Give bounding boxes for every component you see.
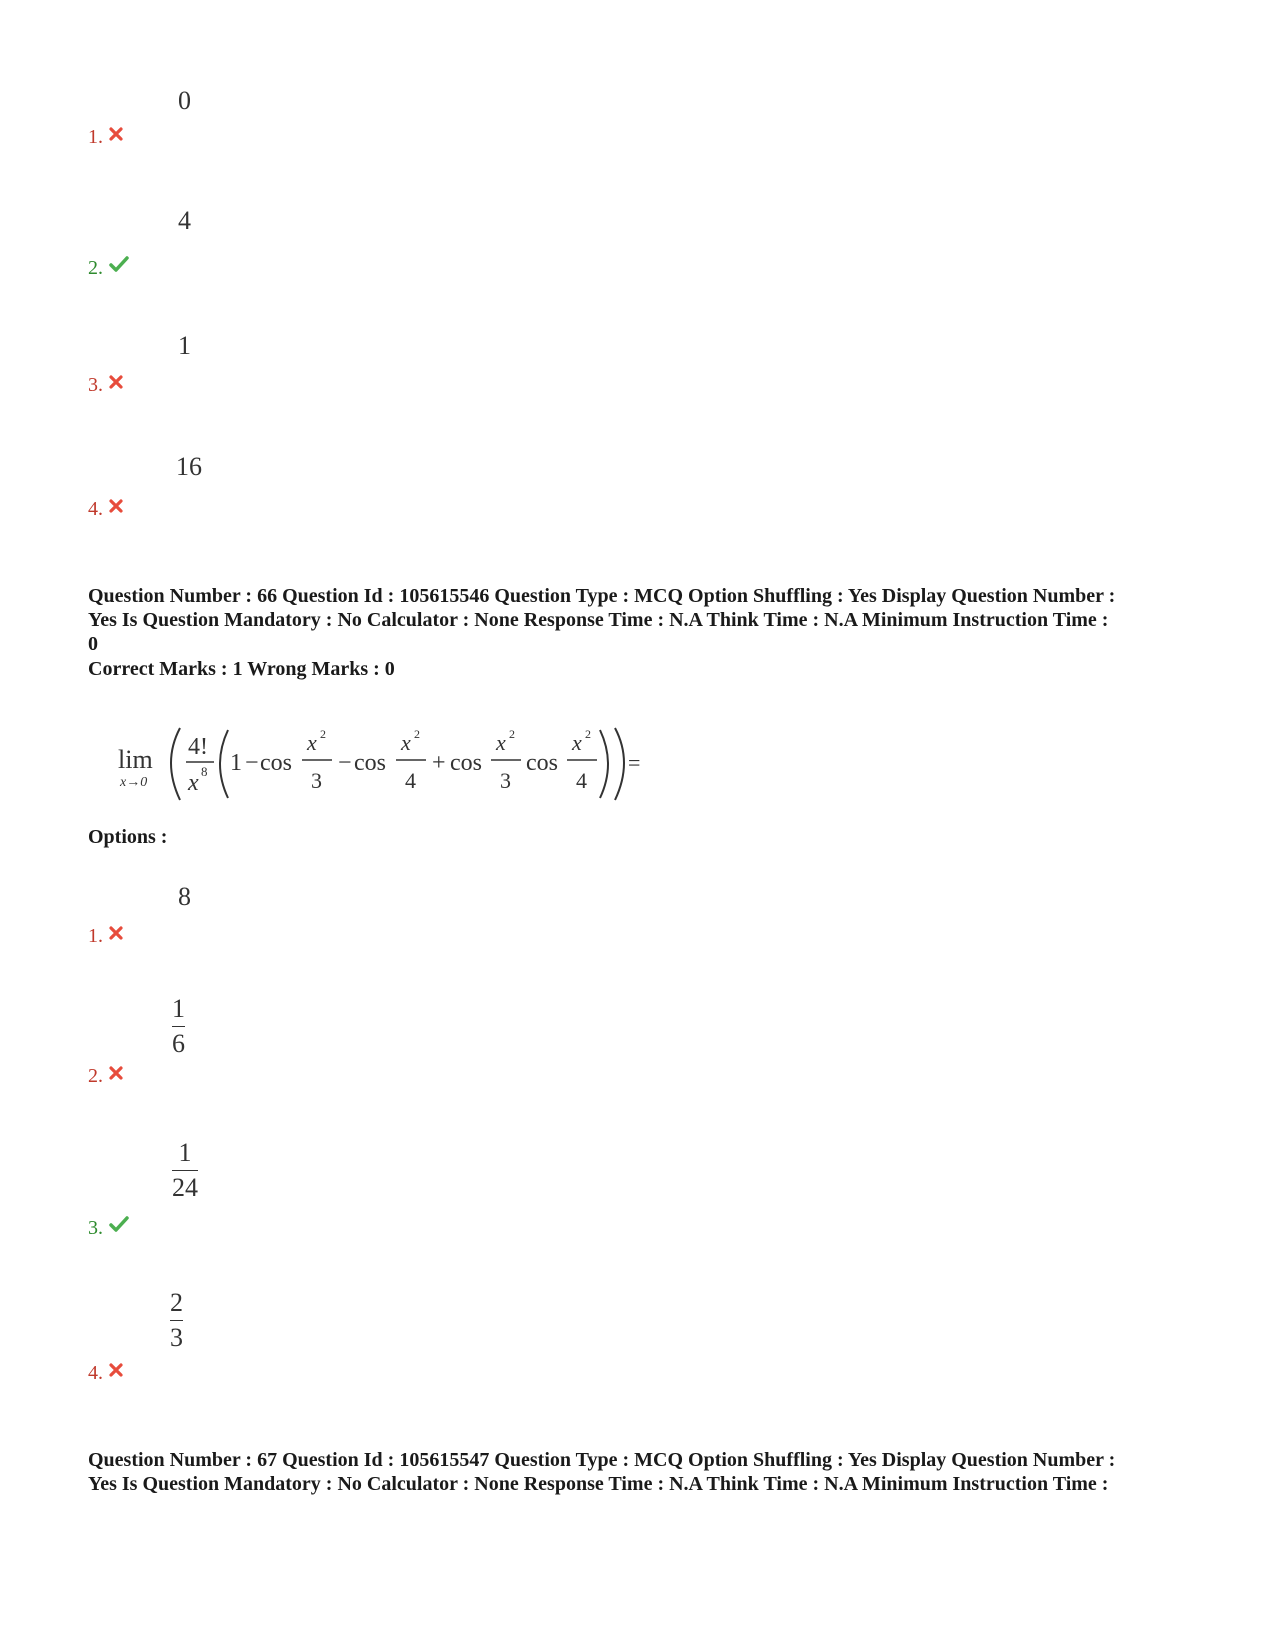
fraction-numerator: x xyxy=(496,730,506,755)
fraction-numerator: 4! xyxy=(188,734,208,760)
fraction-denominator: x xyxy=(188,770,199,796)
exponent: 2 xyxy=(585,727,591,741)
fraction-denominator: 3 xyxy=(311,768,322,793)
fraction-numerator: 2 xyxy=(170,1288,183,1317)
exponent: 8 xyxy=(201,764,208,779)
lim-label: lim xyxy=(118,745,153,774)
fraction-numerator: x xyxy=(401,730,411,755)
cross-mark-icon xyxy=(109,926,123,940)
operator: − xyxy=(245,750,259,776)
meta-line: Yes Is Question Mandatory : No Calculator : None Response Time : N.A Think Time : N.A Minimum Instruction Time : xyxy=(88,609,1109,631)
fraction-numerator: x xyxy=(572,730,582,755)
meta-line: Question Number : 66 Question Id : 105615546 Question Type : MCQ Option Shuffling : Yes Display Question Number : xyxy=(88,585,1116,607)
cos-label: cos xyxy=(526,750,558,776)
fraction-denominator: 4 xyxy=(405,768,416,793)
option-fraction xyxy=(170,1290,183,1351)
option-number: 3. xyxy=(88,374,123,397)
option-number: 2. xyxy=(88,1065,123,1088)
meta-line: Question Number : 67 Question Id : 105615547 Question Type : MCQ Option Shuffling : Yes Display Question Number : xyxy=(88,1449,1116,1471)
cross-mark-icon xyxy=(109,499,123,513)
option-number: 2. xyxy=(88,256,129,280)
cross-mark-icon xyxy=(109,1066,123,1080)
cross-mark-icon xyxy=(109,375,123,389)
term-one: 1 xyxy=(230,750,242,776)
option-number: 3. xyxy=(88,1216,129,1240)
check-mark-icon xyxy=(109,1216,129,1232)
meta-line: Yes Is Question Mandatory : No Calculator : None Response Time : N.A Think Time : N.A Minimum Instruction Time : xyxy=(88,1473,1109,1495)
question-metadata xyxy=(88,1448,1188,1496)
fraction-numerator: 1 xyxy=(172,994,185,1023)
exponent: 2 xyxy=(414,727,420,741)
option-number: 4. xyxy=(88,1362,123,1385)
fraction-numerator: x xyxy=(307,730,317,755)
cross-mark-icon xyxy=(109,127,123,141)
exponent: 2 xyxy=(320,727,326,741)
options-label: Options : xyxy=(88,826,168,848)
option-value: 8 xyxy=(178,882,191,911)
check-mark-icon xyxy=(109,256,129,272)
cos-label: cos xyxy=(450,750,482,776)
option-number: 4. xyxy=(88,498,123,521)
equals-sign: = xyxy=(628,750,641,775)
option-fraction xyxy=(172,996,185,1057)
option-number: 1. xyxy=(88,126,123,149)
fraction-denominator: 6 xyxy=(172,1029,185,1058)
limit-equation xyxy=(110,720,670,810)
operator: − xyxy=(338,750,352,776)
marks-info: Correct Marks : 1 Wrong Marks : 0 xyxy=(88,658,395,680)
question-metadata xyxy=(88,584,1188,656)
fraction-denominator: 4 xyxy=(576,768,587,793)
fraction-denominator: 3 xyxy=(170,1323,183,1352)
operator: + xyxy=(432,750,446,776)
option-value: 1 xyxy=(178,331,191,360)
exponent: 2 xyxy=(509,727,515,741)
cos-label: cos xyxy=(260,750,292,776)
cross-mark-icon xyxy=(109,1363,123,1377)
option-value: 16 xyxy=(176,452,202,481)
option-value: 0 xyxy=(178,86,191,115)
option-number: 1. xyxy=(88,925,123,948)
meta-line: 0 xyxy=(88,633,98,655)
lim-subscript: x→0 xyxy=(120,775,148,790)
cos-label: cos xyxy=(354,750,386,776)
option-value: 4 xyxy=(178,206,191,235)
fraction-numerator: 1 xyxy=(178,1138,192,1167)
fraction-denominator: 24 xyxy=(172,1173,198,1202)
option-fraction xyxy=(172,1140,198,1201)
fraction-denominator: 3 xyxy=(500,768,511,793)
